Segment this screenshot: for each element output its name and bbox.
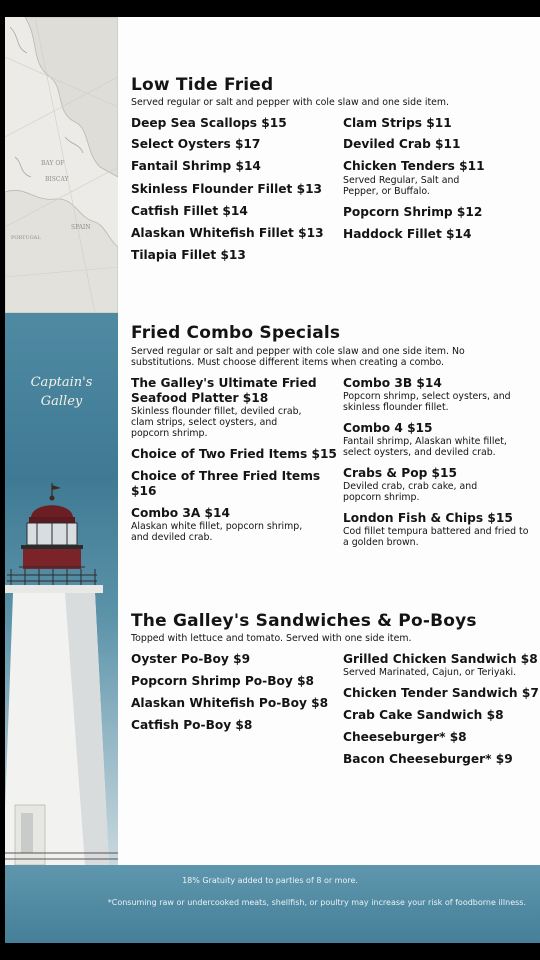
svg-text:BAY OF: BAY OF [41, 160, 65, 167]
menu-item-note: Skinless flounder fillet, deviled crab, clam strips, select oysters, and popcorn shrimp. [131, 406, 302, 439]
menu-item: Select Oysters $17 [131, 137, 261, 151]
menu-item-note: Deviled crab, crab cake, and popcorn shrimp. [343, 481, 478, 503]
food-safety-disclaimer: *Consuming raw or undercooked meats, shellfish, or poultry may increase your risk of foodborne illness. [107, 898, 526, 907]
menu-item: Popcorn Shrimp Po-Boy $8 [131, 674, 315, 688]
menu-item: Bacon Cheeseburger* $9 [343, 752, 513, 766]
menu-item: Cheeseburger* $8 [343, 730, 467, 744]
menu-item: Choice of Two Fried Items $15 [131, 447, 337, 461]
map-icon [5, 17, 118, 313]
logo-line-1: Captain's [30, 375, 93, 390]
menu-item-note: Fantail shrimp, Alaskan white fillet, select oysters, and deviled crab. [343, 436, 507, 458]
menu-item: Crab Cake Sandwich $8 [343, 708, 504, 722]
menu-item: Choice of Three Fried Items $16 [131, 469, 321, 498]
menu-item: Combo 3A $14 [131, 506, 230, 520]
section-description: Topped with lettuce and tomato. Served with one side item. [131, 633, 412, 644]
menu-item: London Fish & Chips $15 [343, 511, 513, 525]
menu-item: Haddock Fillet $14 [343, 227, 472, 241]
menu-item: Skinless Flounder Fillet $13 [131, 182, 323, 196]
menu-item-note: Served Marinated, Cajun, or Teriyaki. [343, 667, 517, 678]
menu-item: Clam Strips $11 [343, 116, 452, 130]
section-description: Served regular or salt and pepper with cole slaw and one side item. No substitutions. Must choose different items when creating a combo. [131, 346, 465, 368]
menu-item: Deep Sea Scallops $15 [131, 116, 287, 130]
menu-item: Catfish Po-Boy $8 [131, 718, 253, 732]
menu-item: Chicken Tenders $11 [343, 159, 485, 173]
menu-item-note: Served Regular, Salt and Pepper, or Buffalo. [343, 175, 460, 197]
menu-item: The Galley's Ultimate Fried Seafood Platter $18 [131, 376, 317, 405]
menu-item: Deviled Crab $11 [343, 137, 461, 151]
menu-item: Chicken Tender Sandwich $7 [343, 686, 539, 700]
gratuity-notice: 18% Gratuity added to parties of 8 or more. [182, 876, 358, 885]
svg-text:SPAIN: SPAIN [71, 224, 91, 231]
section-title-low-tide-fried: Low Tide Fried [131, 75, 274, 95]
menu-item: Combo 4 $15 [343, 421, 433, 435]
menu-item: Tilapia Fillet $13 [131, 248, 246, 262]
logo-line-2: Galley [40, 394, 83, 409]
menu-item: Catfish Fillet $14 [131, 204, 248, 218]
menu-item: Fantail Shrimp $14 [131, 159, 261, 173]
svg-text:BISCAY: BISCAY [45, 176, 69, 183]
section-title-fried-combo-specials: Fried Combo Specials [131, 323, 341, 343]
menu-item: Oyster Po-Boy $9 [131, 652, 251, 666]
menu-item-note: Cod fillet tempura battered and fried to a golden brown. [343, 526, 529, 548]
menu-item-note: Popcorn shrimp, select oysters, and skinless flounder fillet. [343, 391, 511, 413]
lighthouse-icon [5, 483, 118, 865]
menu-item: Alaskan Whitefish Po-Boy $8 [131, 696, 329, 710]
nautical-map-illustration [5, 17, 118, 313]
menu-item: Combo 3B $14 [343, 376, 442, 390]
brand-panel [5, 313, 118, 865]
svg-text:PORTUGAL: PORTUGAL [11, 235, 41, 241]
menu-item: Crabs & Pop $15 [343, 466, 457, 480]
menu-item: Grilled Chicken Sandwich $8 [343, 652, 538, 666]
restaurant-logo [5, 373, 118, 411]
menu-item: Popcorn Shrimp $12 [343, 205, 483, 219]
menu-item-note: Alaskan white fillet, popcorn shrimp, and deviled crab. [131, 521, 303, 543]
menu-item: Alaskan Whitefish Fillet $13 [131, 226, 324, 240]
section-description: Served regular or salt and pepper with cole slaw and one side item. [131, 97, 449, 108]
section-title-sandwiches-po-boys: The Galley's Sandwiches & Po-Boys [131, 611, 477, 631]
